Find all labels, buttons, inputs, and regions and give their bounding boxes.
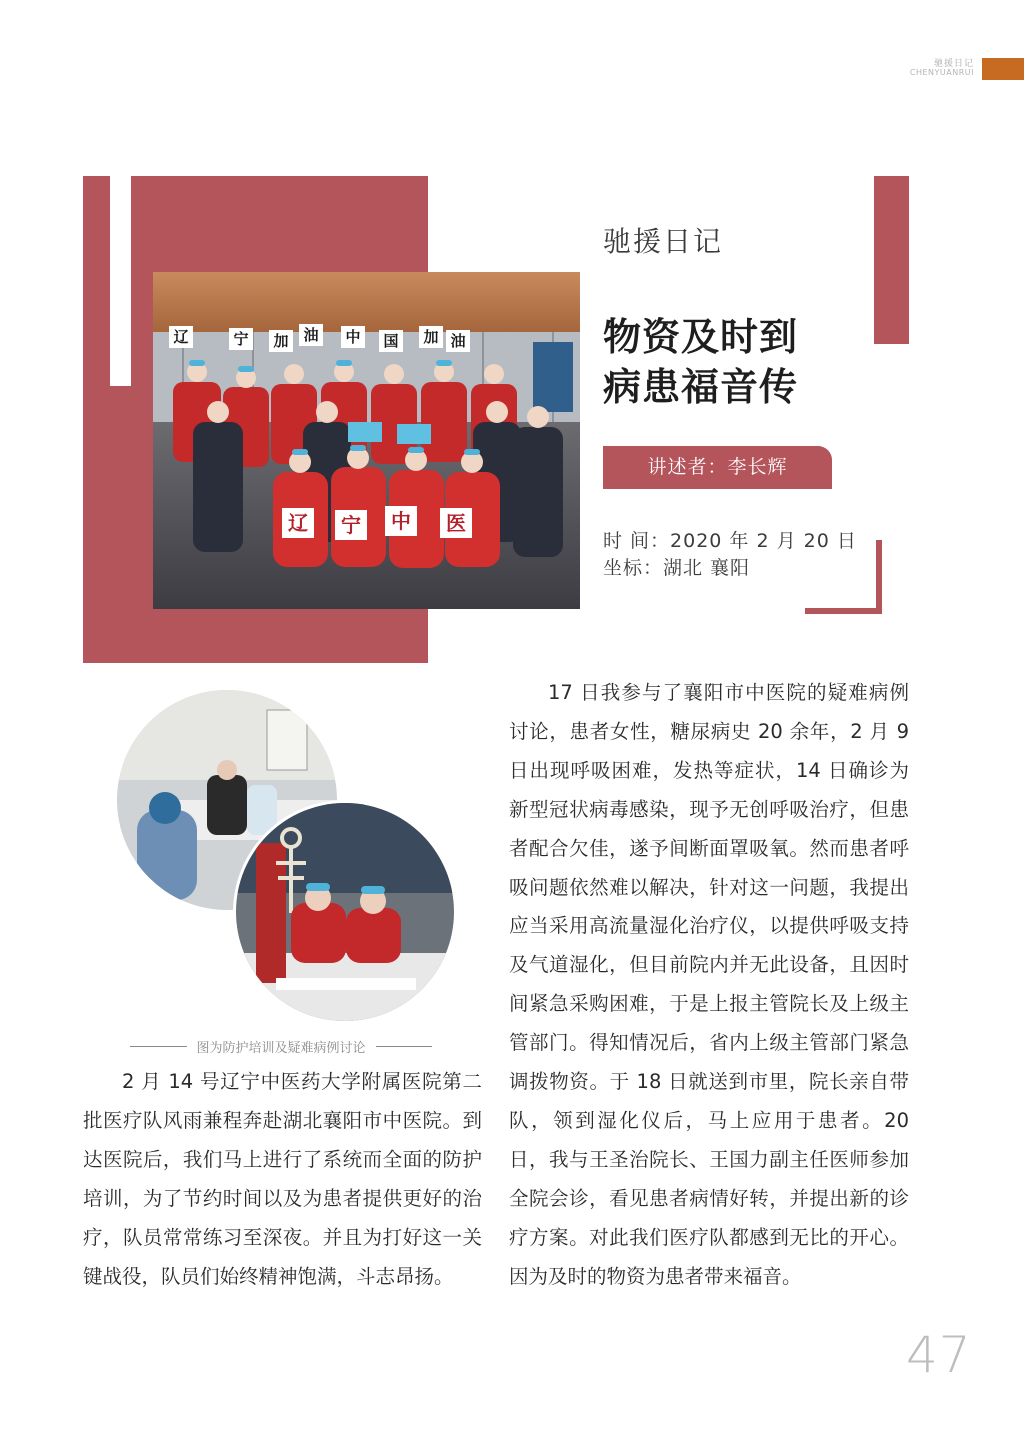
sign-character: 加 bbox=[423, 328, 439, 346]
right-decor-bar bbox=[874, 176, 909, 344]
date-line: 时 间：2020 年 2 月 20 日 bbox=[603, 530, 857, 552]
photo-caption bbox=[130, 1037, 432, 1056]
body-right-text: 17 日我参与了襄阳市中医院的疑难病例讨论，患者女性，糖尿病史 20 余年，2 月 9 日出现呼吸困难，发热等症状，14 日确诊为新型冠状病毒感染，现予无创呼吸治疗，但患者配合欠佳，遂予间断面罩吸氧。然而患者呼吸问题依然难以解决，针对这一问题，我提出应当采用高流量湿化治疗仪，以提供呼吸支持及气道湿化，但目前院内并无此设备，且因时间紧急采购困难，于是上报主管院长及上级主管部门。得知情况后，省内上级主管部门紧急调拨物资。于 18 日就送到市里，院长亲自带队，领到湿化仪后，马上应用于患者。20 日，我与王圣治院长、王国力副主任医师参加全院会诊，看见患者病情好转，并提出新的诊疗方案。对此我们医疗队都感到无比的开心。因为及时的物资为患者带来福音。 bbox=[509, 681, 909, 1288]
sign-character: 宁 bbox=[233, 330, 249, 348]
sign-character: 油 bbox=[303, 326, 319, 344]
body-paragraph-right bbox=[509, 674, 909, 1297]
header-column-pinyin: CHENYUANRUI bbox=[909, 68, 974, 77]
corner-bracket-horizontal bbox=[805, 608, 882, 614]
left-decor-notch bbox=[110, 176, 131, 386]
body-paragraph-left bbox=[83, 1063, 482, 1296]
caption-rule-left bbox=[130, 1046, 187, 1047]
sign-character: 宁 bbox=[341, 513, 361, 537]
sign-character: 辽 bbox=[173, 328, 189, 346]
sign-character: 中 bbox=[345, 328, 361, 346]
sign-character: 医 bbox=[446, 511, 466, 535]
caption-rule-right bbox=[376, 1046, 433, 1047]
page-number: 47 bbox=[906, 1326, 972, 1384]
team-group-photo bbox=[153, 272, 580, 609]
sign-character: 国 bbox=[383, 332, 399, 350]
location-line: 坐标：湖北 襄阳 bbox=[603, 557, 751, 579]
corner-bracket-vertical bbox=[876, 540, 882, 614]
sign-character: 中 bbox=[391, 509, 411, 533]
header-accent-bar bbox=[982, 58, 1024, 80]
header-column-title: 驰援日记 bbox=[933, 59, 974, 69]
title-line-2: 病患福音传 bbox=[603, 364, 799, 409]
article-title bbox=[603, 312, 798, 412]
sign-character: 加 bbox=[273, 332, 289, 350]
caption-text: 图为防护培训及疑难病例讨论 bbox=[196, 1041, 366, 1056]
sign-character: 辽 bbox=[288, 511, 308, 535]
narrator-badge: 讲述者：李长辉 bbox=[603, 446, 832, 489]
title-line-1: 物资及时到 bbox=[603, 314, 799, 359]
section-title: 驰援日记 bbox=[603, 225, 724, 258]
body-left-text: 2 月 14 号辽宁中医药大学附属医院第二批医疗队风雨兼程奔赴湖北襄阳市中医院。到达医院后，我们马上进行了系统而全面的防护培训，为了节约时间以及为患者提供更好的治疗，队员常常练习至深夜。并且为打好这一关键战役，队员们始终精神饱满，斗志昂扬。 bbox=[83, 1070, 482, 1288]
case-discussion-photo-circle bbox=[233, 800, 457, 1024]
sign-character: 油 bbox=[450, 332, 466, 350]
